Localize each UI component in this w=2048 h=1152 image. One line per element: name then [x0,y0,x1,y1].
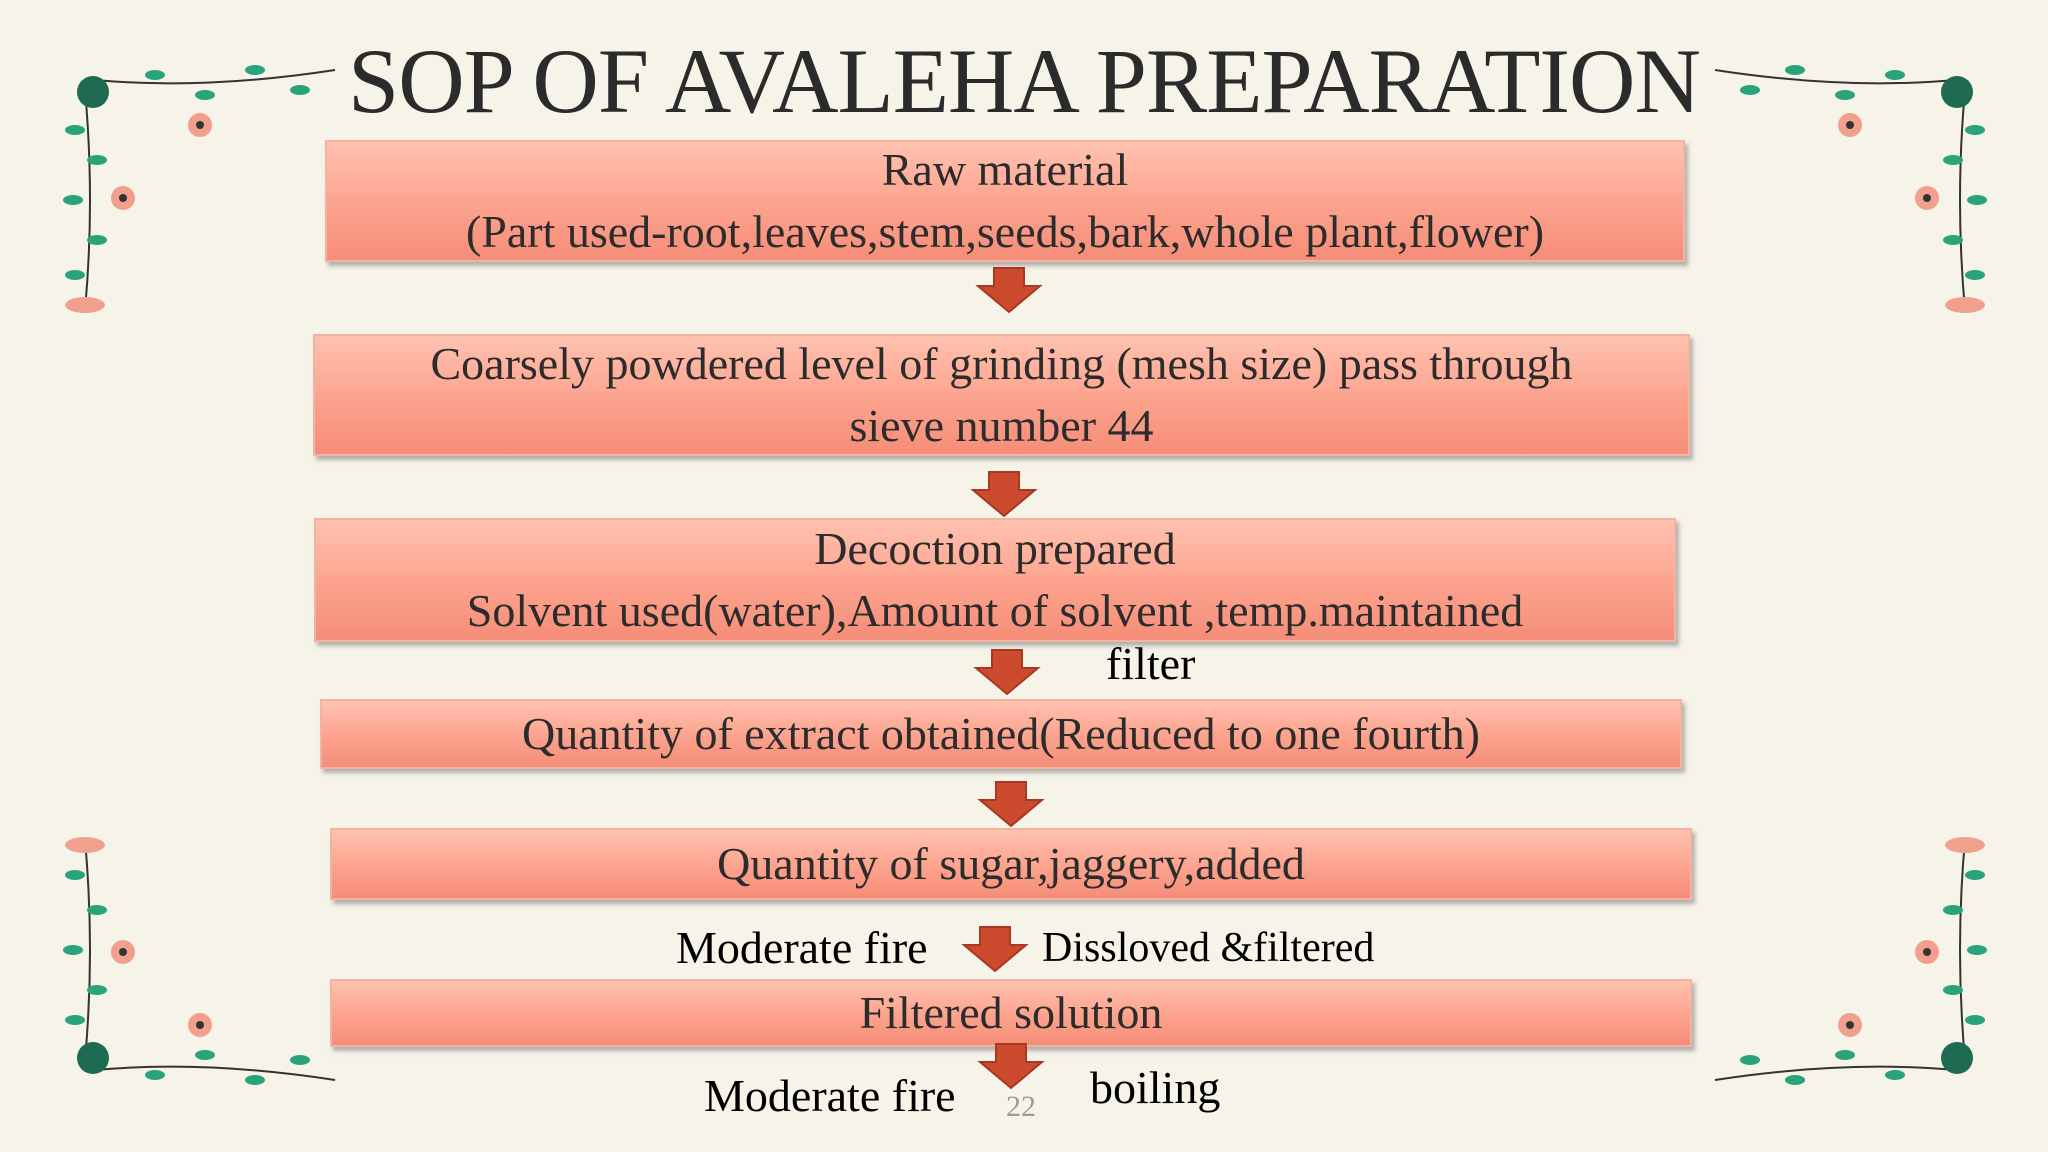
down-arrow-icon [960,925,1030,973]
step-decoction-line1: Decoction prepared [814,523,1176,574]
step-extract-quantity [320,699,1682,769]
page-number: 22 [1006,1090,1036,1123]
step-coarse-powder-line1: Coarsely powdered level of grinding (mesh size) pass through [430,338,1573,389]
down-arrow-icon [974,266,1044,314]
step-decoction-line2: Solvent used(water),Amount of solvent ,temp.maintained [466,585,1524,636]
slide-title: SOP OF AVALEHA PREPARATION [348,30,1700,132]
label-moderate-fire-2: Moderate fire [704,1070,956,1121]
step-decoction [314,518,1676,642]
label-boiling: boiling [1090,1062,1221,1113]
floral-ornament-bottom-right [1695,830,1995,1100]
step-raw-material-line1: Raw material [881,144,1129,195]
label-filter: filter [1106,638,1196,689]
label-moderate-fire-1: Moderate fire [676,922,928,973]
step-raw-material-line2: (Part used-root,leaves,stem,seeds,bark,whole plant,flower) [465,206,1545,257]
down-arrow-icon [969,470,1039,518]
label-dissolved-filtered: Dissloved &filtered [1042,925,1375,971]
step-raw-material [325,140,1685,262]
step-sugar-jaggery [330,828,1692,900]
down-arrow-icon [976,1042,1046,1090]
down-arrow-icon [976,780,1046,828]
down-arrow-icon [972,648,1042,696]
step-filtered-solution-line1: Filtered solution [859,987,1163,1038]
floral-ornament-bottom-left [55,830,355,1100]
step-sugar-jaggery-line1: Quantity of sugar,jaggery,added [717,838,1305,889]
step-coarse-powder-line2: sieve number 44 [849,400,1154,451]
step-filtered-solution [330,979,1692,1047]
step-extract-quantity-line1: Quantity of extract obtained(Reduced to one fourth) [521,708,1480,759]
step-coarse-powder [313,334,1690,456]
